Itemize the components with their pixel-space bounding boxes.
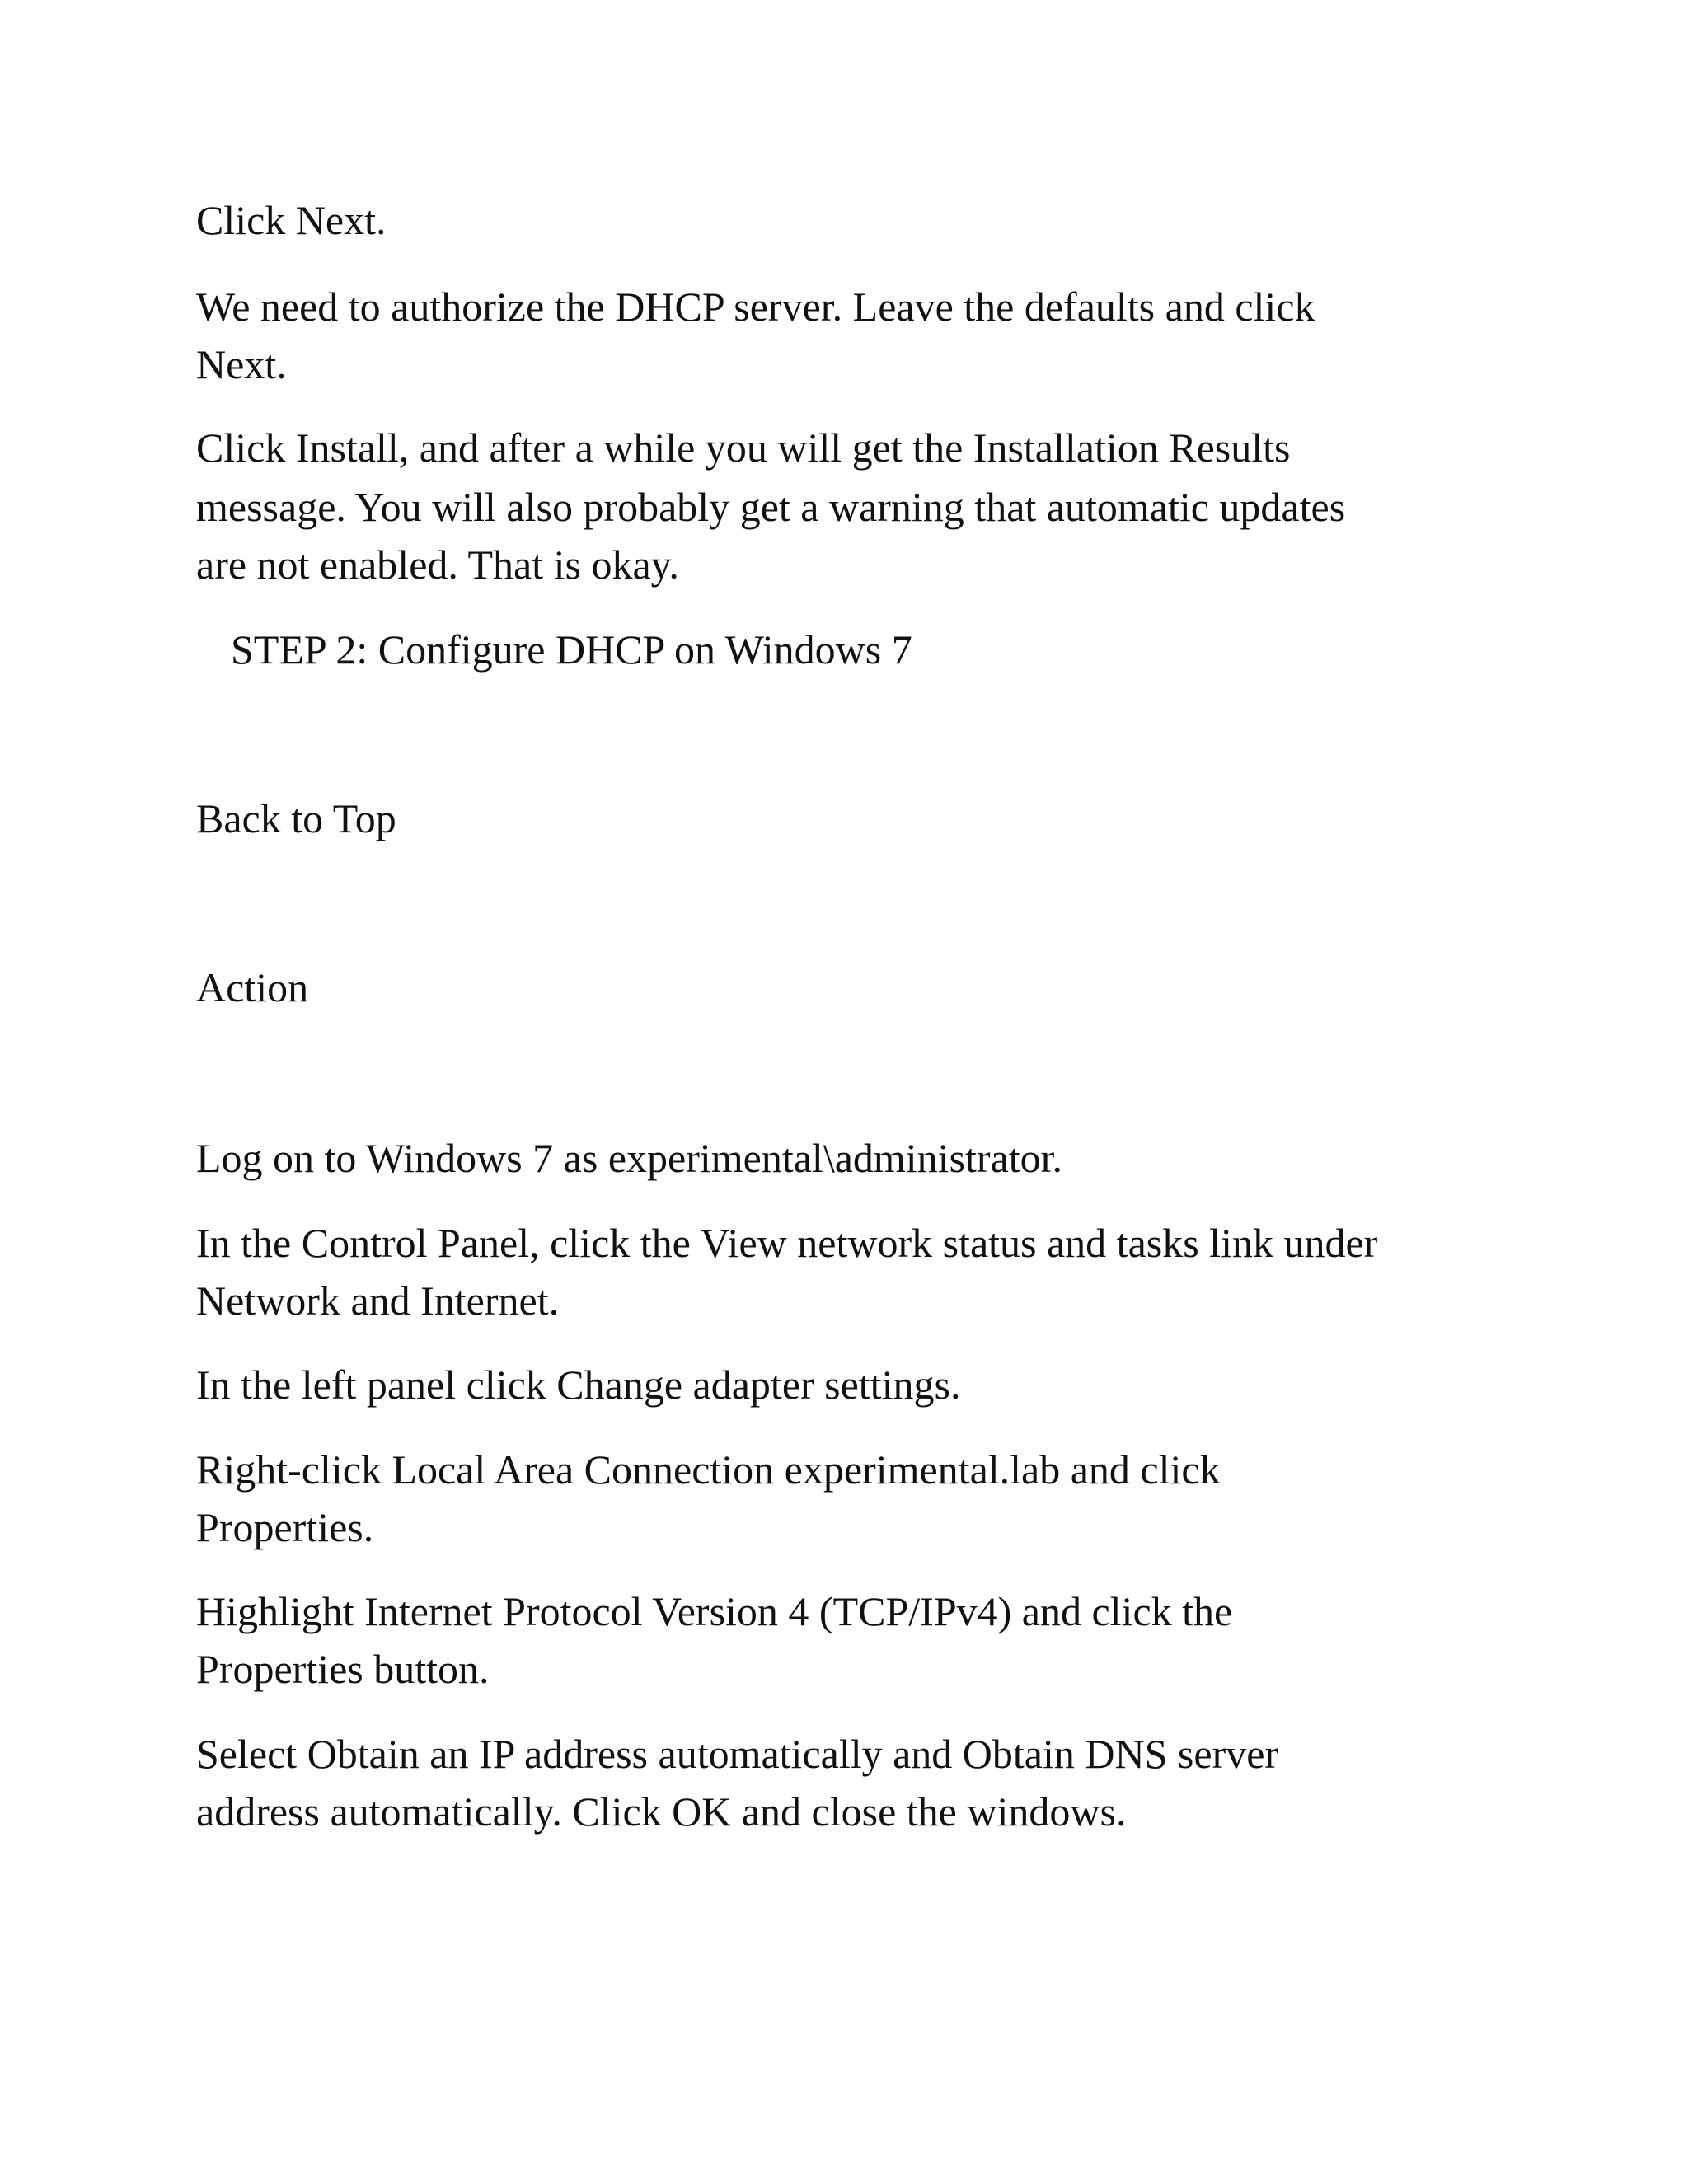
right-click-text-line-2: Properties. <box>196 1504 374 1550</box>
back-to-top-link[interactable]: Back to Top <box>196 795 396 841</box>
install-text-line-2: message. You will also probably get a warning that automatic updates <box>196 484 1346 530</box>
authorize-text-line-1: We need to authorize the DHCP server. Leave the defaults and click <box>196 284 1315 330</box>
action-heading: Action <box>196 964 309 1010</box>
install-text-line-3: are not enabled. That is okay. <box>196 541 679 588</box>
select-obtain-text-line-1: Select Obtain an IP address automatically and Obtain DNS server <box>196 1731 1279 1777</box>
authorize-text-line-2: Next. <box>196 341 287 387</box>
control-panel-text-line-1: In the Control Panel, click the View network status and tasks link under <box>196 1220 1378 1266</box>
control-panel-text-line-2: Network and Internet. <box>196 1277 560 1324</box>
click-next-text: Click Next. <box>196 197 387 243</box>
highlight-text-line-2: Properties button. <box>196 1646 490 1692</box>
select-obtain-text-line-2: address automatically. Click OK and close the windows. <box>196 1788 1127 1835</box>
left-panel-text: In the left panel click Change adapter settings. <box>196 1361 961 1408</box>
install-text-line-1: Click Install, and after a while you will get the Installation Results <box>196 424 1291 471</box>
step-2-heading: STEP 2: Configure DHCP on Windows 7 <box>231 626 912 673</box>
right-click-text-line-1: Right-click Local Area Connection experimental.lab and click <box>196 1446 1221 1493</box>
highlight-text-line-1: Highlight Internet Protocol Version 4 (TCP/IPv4) and click the <box>196 1588 1233 1634</box>
logon-text: Log on to Windows 7 as experimental\administrator. <box>196 1135 1063 1181</box>
